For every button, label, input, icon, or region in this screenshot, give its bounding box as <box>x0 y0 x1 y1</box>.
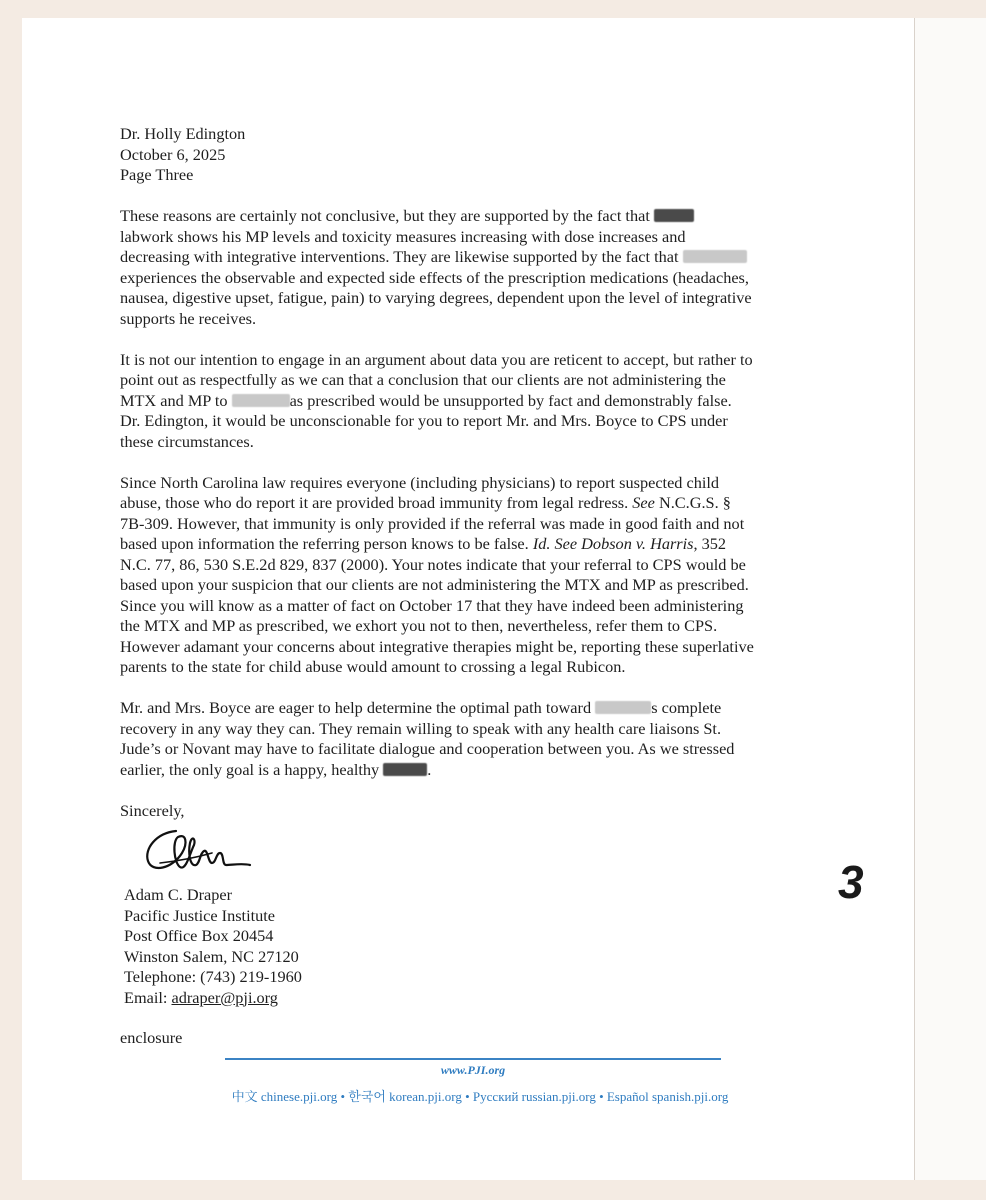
closing-block <box>120 801 820 1049</box>
text-line: Dr. Edington, it would be unconscionable for you to report Mr. and Mrs. Boyce to CPS under <box>120 411 728 430</box>
text-line: However adamant your concerns about integrative therapies might be, reporting these superlative <box>120 636 754 656</box>
text-line: Mr. and Mrs. Boyce are eager to help determine the optimal path toward s complete <box>120 698 722 717</box>
text-line: parents to the state for child abuse would amount to crossing a legal Rubicon. <box>120 657 626 676</box>
paragraph-2 <box>120 350 820 453</box>
page-label: Page Three <box>120 165 194 184</box>
text-line: decreasing with integrative interventions. They are likewise supported by the fact that <box>120 247 820 268</box>
redaction-blur <box>683 250 747 263</box>
signer-name: Adam C. Draper <box>124 885 233 904</box>
text-line: It is not our intention to engage in an argument about data you are reticent to accept, but rather to <box>120 349 753 369</box>
text-line: Jude’s or Novant may have to facilitate dialogue and cooperation between you. As we stressed <box>120 739 735 758</box>
text-line: experiences the observable and expected side effects of the prescription medications (headaches, <box>120 267 749 287</box>
letter-date: October 6, 2025 <box>120 144 226 164</box>
enclosure-note: enclosure <box>120 1028 183 1047</box>
text-line: supports he receives. <box>120 308 257 328</box>
letter-header <box>120 124 820 186</box>
recipient-name: Dr. Holly Edington <box>120 124 246 143</box>
text-line: the MTX and MP as prescribed, we exhort you not to then, nevertheless, refer them to CPS. <box>120 616 718 635</box>
text-line: abuse, those who do report it are provided broad immunity from legal redress. See N.C.G.S. § <box>120 493 731 512</box>
text-line: Since you will know as a matter of fact on October 17 that they have indeed been administering <box>120 595 744 615</box>
redaction-blur <box>654 209 694 222</box>
text-line: point out as respectfully as we can that a conclusion that our clients are not administering the <box>120 370 726 389</box>
footer-website[interactable]: www.PJI.org <box>440 1063 506 1077</box>
text-line: recovery in any way they can. They remain willing to speak with any health care liaisons St. <box>120 718 722 738</box>
address-line-2: Winston Salem, NC 27120 <box>124 946 299 966</box>
text-line: these circumstances. <box>120 431 254 451</box>
text-line: These reasons are certainly not conclusive, but they are supported by the fact that <box>120 206 820 227</box>
address-line-1: Post Office Box 20454 <box>124 926 274 945</box>
redaction-blur <box>383 763 427 776</box>
salutation: Sincerely, <box>120 800 185 820</box>
text-line: based upon your suspicion that our clients are not administering the MTX and MP as prescribed. <box>120 575 749 594</box>
text-line: nausea, digestive upset, fatigue, pain) to varying degrees, dependent upon the level of integrative <box>120 288 752 307</box>
footer-divider <box>225 1058 721 1060</box>
handwritten-signature <box>138 823 258 885</box>
text-line: N.C. 77, 86, 530 S.E.2d 829, 837 (2000). Your notes indicate that your referral to CPS would be <box>120 554 746 574</box>
email-line: Email: adraper@pji.org <box>124 987 278 1007</box>
email-link[interactable]: adraper@pji.org <box>171 987 278 1007</box>
text-line: labwork shows his MP levels and toxicity measures increasing with dose increases and <box>120 226 686 246</box>
paragraph-3 <box>120 473 820 678</box>
telephone: Telephone: (743) 219-1960 <box>124 967 302 986</box>
text-line: earlier, the only goal is a happy, healthy . <box>120 759 432 779</box>
letter-body <box>120 124 820 1049</box>
paragraph-1 <box>120 206 820 329</box>
adjacent-page-strip <box>915 18 986 1180</box>
footer-language-links[interactable]: 中文 chinese.pji.org • 한국어 korean.pji.org • Русский russian.pji.org • Español spanish.pji.org <box>231 1089 729 1104</box>
text-line: based upon information the referring person knows to be false. Id. See Dobson v. Harris, 352 <box>120 534 727 553</box>
text-line: Since North Carolina law requires everyone (including physicians) to report suspected child <box>120 472 720 492</box>
redaction-blur <box>232 394 290 407</box>
organization: Pacific Justice Institute <box>124 905 276 925</box>
redaction-blur <box>595 701 651 714</box>
paragraph-4 <box>120 698 820 780</box>
page-number: 3 <box>838 856 864 908</box>
text-line: 7B-309. However, that immunity is only provided if the referral was made in good faith and not <box>120 513 745 533</box>
text-line: MTX and MP to as prescribed would be unsupported by fact and demonstrably false. <box>120 390 732 410</box>
